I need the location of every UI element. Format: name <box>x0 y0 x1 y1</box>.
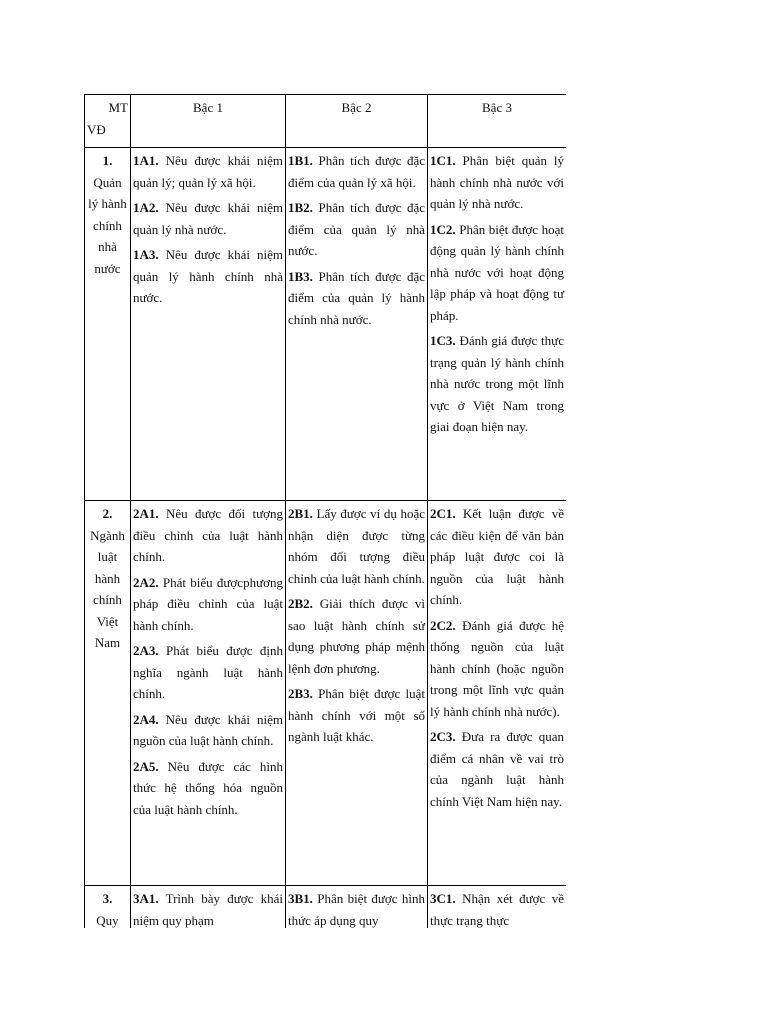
header-level-1: Bậc 1 <box>131 95 286 148</box>
objective-item <box>430 330 564 438</box>
topic-name: Quy <box>96 912 119 928</box>
header-level-2: Bậc 2 <box>286 95 428 148</box>
table-row <box>85 148 567 501</box>
objective-text: Nhận xét được về thực trạng thực <box>430 891 564 928</box>
objective-text: Nêu được đối tượng điều chỉnh của luật hành chính. <box>133 506 283 564</box>
level-2-cell <box>286 148 428 501</box>
objective-item <box>133 709 283 752</box>
topic-cell <box>85 148 131 501</box>
objective-item <box>133 572 283 637</box>
header-vd: VĐ <box>87 121 106 137</box>
objective-text: Trình bày được khái niệm quy phạm <box>133 891 283 928</box>
level-1-cell <box>131 148 286 501</box>
objective-code: 2C3. <box>430 729 456 744</box>
header-row <box>85 95 567 148</box>
objective-code: 1A3. <box>133 247 159 262</box>
objective-text: Phát biểu được định nghĩa ngành luật hành chính. <box>133 643 283 701</box>
objective-text: Đánh giá được thực trạng quản lý hành chính nhà nước trong một lĩnh vực ở Việt Nam trong giai đoạn hiện nay. <box>430 333 564 434</box>
objective-item <box>430 219 564 327</box>
level-1-cell <box>131 886 286 929</box>
level-3-cell <box>428 501 567 886</box>
objective-text: Giải thích được vì sao luật hành chính sử dụng phương pháp mệnh lệnh đơn phương. <box>288 596 425 676</box>
topic-number: 1. <box>102 153 113 168</box>
objective-text: Phân tích được đặc điểm của quản lý xã hội. <box>288 153 425 190</box>
objective-item <box>288 888 425 928</box>
objective-code: 2B2. <box>288 596 313 611</box>
topic-name: Quản lý hành chính nhà nước <box>88 174 127 276</box>
topic-name: Ngành luật hành chính Việt Nam <box>90 527 125 650</box>
objective-item <box>430 615 564 723</box>
objective-text: Phân biệt được hình thức áp dụng quy <box>288 891 425 928</box>
competency-table <box>84 94 566 928</box>
table-container <box>84 94 566 928</box>
objective-text: Phân biệt được hoạt động quản lý hành chính nhà nước với hoạt động lập pháp và hoạt động tư pháp. <box>430 221 564 323</box>
objective-item <box>133 244 283 309</box>
objective-code: 1C1. <box>430 153 456 168</box>
objective-code: 1C3. <box>430 333 456 348</box>
objective-code: 1A1. <box>133 153 159 168</box>
objective-code: 2C1. <box>430 506 456 521</box>
table-row <box>85 886 567 929</box>
objective-code: 3A1. <box>133 891 159 906</box>
objective-code: 1B2. <box>288 200 313 215</box>
objective-item <box>288 197 425 262</box>
objective-code: 3B1. <box>288 891 313 906</box>
topic-number: 3. <box>102 891 113 906</box>
topic-cell <box>85 886 131 929</box>
objective-code: 1A2. <box>133 200 159 215</box>
objective-text: Phân biệt được luật hành chính với một số ngành luật khác. <box>288 686 425 744</box>
objective-code: 2A4. <box>133 711 159 727</box>
objective-item <box>288 593 425 679</box>
objective-code: 2A1. <box>133 506 159 521</box>
objective-text: Phân tích được đặc điểm của quản lý nhà nước. <box>288 200 425 258</box>
objective-item <box>133 503 283 568</box>
objective-code: 2A3. <box>133 643 159 658</box>
objective-code: 1B1. <box>288 153 313 168</box>
level-2-cell <box>286 501 428 886</box>
objective-text: Nêu được các hình thức hệ thống hóa nguồn của luật hành chính. <box>133 758 283 817</box>
level-1-cell <box>131 501 286 886</box>
level-3-cell <box>428 886 567 929</box>
topic-number: 2. <box>102 506 113 521</box>
objective-item <box>430 150 564 215</box>
objective-item <box>288 683 425 748</box>
objective-code: 1C2. <box>430 221 456 237</box>
objective-text: Nêu được khái niệm nguồn của luật hành chính. <box>133 711 283 748</box>
objective-item <box>430 503 564 611</box>
objective-text: Phân biệt quản lý hành chính nhà nước với quản lý nhà nước. <box>430 153 564 211</box>
objective-text: Lấy được ví dụ hoặc nhận diện được từng nhóm đối tượng điều chỉnh của luật hành chính. <box>288 506 425 586</box>
objective-code: 2B3. <box>288 686 313 701</box>
objective-item <box>133 888 283 928</box>
header-mt: MT <box>108 100 128 115</box>
objective-text: Kết luận được về các điều kiện để văn bản pháp luật được coi là nguồn của luật hành chính. <box>430 506 564 607</box>
objective-item <box>133 197 283 240</box>
objective-text: Phát biểu đượcphương pháp điều chỉnh của luật hành chính. <box>133 574 283 633</box>
objective-item <box>133 150 283 193</box>
objective-item <box>133 756 283 821</box>
topic-cell <box>85 501 131 886</box>
objective-item <box>288 150 425 193</box>
objective-item <box>430 888 564 928</box>
objective-item <box>133 640 283 705</box>
objective-item <box>288 503 425 589</box>
table-row <box>85 501 567 886</box>
objective-code: 2B1. <box>288 506 313 521</box>
level-3-cell <box>428 148 567 501</box>
objective-text: Nêu được khái niệm quản lý hành chính nhà nước. <box>133 247 283 305</box>
objective-item <box>288 266 425 331</box>
objective-code: 1B3. <box>288 268 313 284</box>
objective-text: Phân tích được đặc điểm của quản lý hành chính nhà nước. <box>288 268 425 327</box>
objective-item <box>430 726 564 812</box>
objective-text: Nêu được khái niệm quản lý nhà nước. <box>133 200 283 237</box>
level-2-cell <box>286 886 428 929</box>
objective-code: 2A5. <box>133 758 159 774</box>
objective-text: Nêu được khái niệm quản lý; quản lý xã hội. <box>133 153 283 190</box>
objective-code: 2A2. <box>133 574 159 590</box>
objective-text: Đánh giá được hệ thống nguồn của luật hành chính (hoặc nguồn trong một lĩnh vực quản lý hành chính nhà nước). <box>430 617 564 719</box>
header-mt-vd <box>85 95 131 148</box>
objective-text: Đưa ra được quan điểm cá nhân về vai trò của ngành luật hành chính Việt Nam hiện nay. <box>430 729 564 809</box>
objective-code: 3C1. <box>430 891 456 906</box>
header-level-3: Bậc 3 <box>428 95 567 148</box>
objective-code: 2C2. <box>430 617 456 633</box>
